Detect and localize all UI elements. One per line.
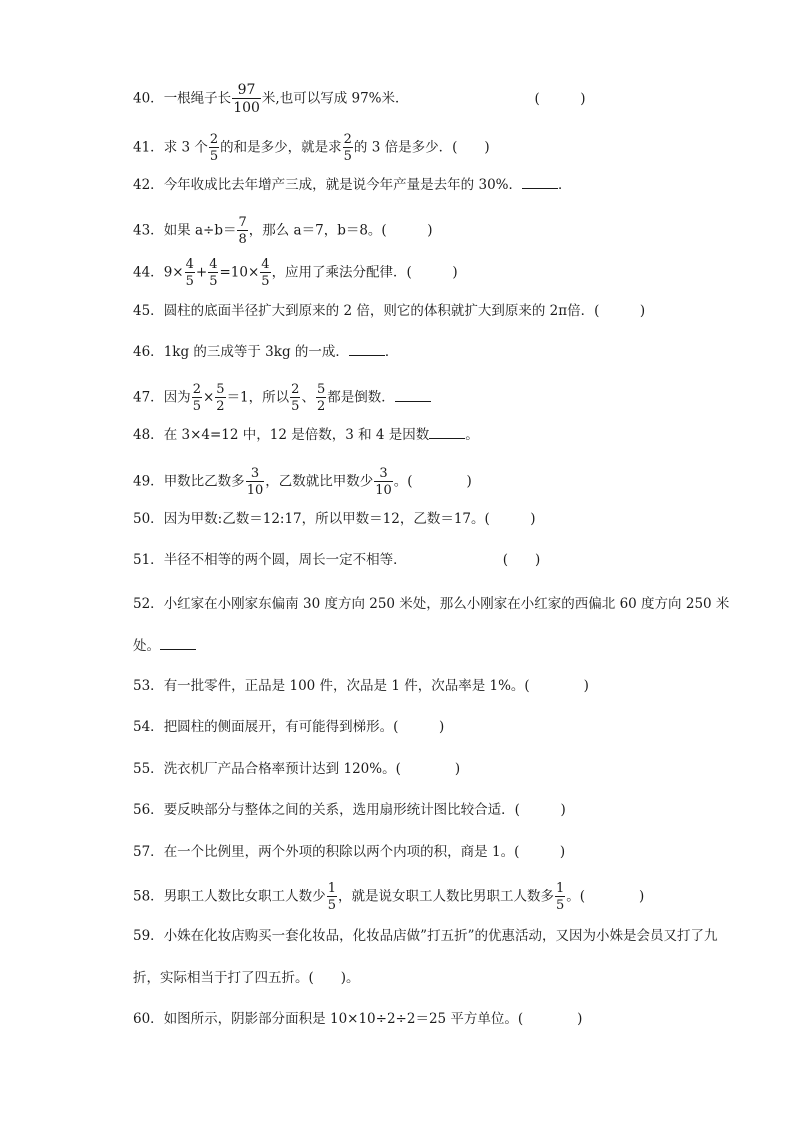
question-text: 半径不相等的两个圆，周长一定不相等． [163,552,407,568]
fraction [555,882,565,912]
fraction-numerator: 2 [291,382,300,397]
question-text: 44． [133,264,164,281]
question-text: 58． [133,888,164,905]
question-text: 小姝在化妆店购买一套化妆品，化妆品店做”打五折”的优惠活动，又因为小姝是会员又打了九折，实际相当于打了四五折。( )。 [133,928,718,986]
question-text: 40． [133,90,164,107]
fraction [185,258,195,288]
question-57 [133,842,734,862]
question-text: 57． [133,844,164,860]
question-text: 米,也可以写成 97%米． [261,90,409,107]
question-46 [133,342,734,362]
fraction-denominator: 5 [327,898,336,913]
question-41 [133,133,734,163]
answer-paren[interactable]: ( ) [534,90,586,107]
question-text: 59． [133,928,164,944]
question-text: 55． [133,761,164,777]
fraction-denominator: 8 [238,232,247,247]
fraction-numerator: 3 [379,466,388,481]
fraction [232,83,261,115]
fraction-denominator: 2 [216,399,225,414]
question-text: 因为 [163,389,191,406]
question-text: 如果 a÷b＝ [163,222,237,239]
question-text: + [195,264,208,281]
question-text: 洗衣机厂产品合格率预计达到 120%。( ) [163,761,461,777]
fraction-numerator: 4 [209,257,218,272]
question-text: 。( ) [393,473,472,490]
fraction-denominator: 10 [246,483,264,498]
question-56 [133,800,734,820]
question-text: 53． [133,678,164,694]
question-text: ． [557,177,572,193]
fraction [290,383,300,413]
answer-blank[interactable] [349,343,385,356]
question-text: 56． [133,802,164,818]
question-text: 圆柱的底面半径扩大到原来的 2 倍，则它的体积就扩大到原来的 2π倍．( ) [163,303,646,319]
question-45 [133,301,734,321]
question-text: 50． [133,511,164,527]
question-49 [133,467,734,497]
fraction-numerator: 7 [238,215,247,230]
question-text: 45． [133,303,164,319]
question-text: 51． [133,552,164,568]
fraction [237,216,247,246]
fraction-numerator: 5 [216,382,225,397]
question-text: 46． [133,344,164,360]
fraction [374,467,393,497]
fraction-numerator: 4 [185,257,194,272]
question-text: 52． [133,596,164,612]
fraction [215,383,225,413]
question-text: 54． [133,719,164,735]
question-51 [133,550,734,570]
question-text: ，乙数就比甲数少 [265,473,374,490]
fraction-denominator: 5 [555,898,565,913]
fraction-denominator: 5 [192,399,201,414]
fraction-denominator: 5 [291,399,300,414]
fraction-numerator: 1 [327,881,336,896]
fraction-denominator: 5 [261,274,270,289]
question-text: 、 [301,389,315,406]
fraction [260,258,270,288]
question-text: 在一个比例里，两个外项的积除以两个内项的积，商是 1。( ) [163,844,566,860]
fraction-numerator: 1 [555,881,565,896]
fraction-numerator: 2 [192,382,201,397]
fraction [208,258,218,288]
question-text: 41． [133,139,164,156]
fraction-numerator: 2 [209,132,219,147]
fraction [327,882,337,912]
question-text: 。( ) [566,888,645,905]
question-text: 男职工人数比女职工人数少 [163,888,326,905]
fraction-denominator: 5 [209,149,219,164]
fraction [343,133,353,163]
fraction-numerator: 4 [261,257,270,272]
question-55 [133,759,734,779]
question-text: 小红家在小刚家东偏南 30 度方向 250 米处，那么小刚家在小红家的西偏北 60 度方向 250 米处。 [133,596,730,654]
question-48 [133,425,734,445]
question-52 [133,583,734,667]
question-text: 求 3 个 [163,139,208,156]
fraction [246,467,265,497]
question-53 [133,676,734,696]
question-text: 都是倒数． [327,389,395,406]
question-50 [133,509,734,529]
question-text: 有一批零件，正品是 100 件，次品是 1 件，次品率是 1%。( ) [163,678,589,694]
question-text: ，就是说女职工人数比男职工人数多 [337,888,554,905]
answer-blank[interactable] [522,176,558,189]
question-42 [133,175,734,195]
question-text: 把圆柱的侧面展开，有可能得到梯形。( ) [163,719,445,735]
fraction [316,383,326,413]
fraction-numerator: 2 [343,132,352,147]
question-text: 43． [133,222,164,239]
question-text: 1kg 的三成等于 3kg 的一成． [163,344,349,360]
question-text: 48． [133,427,164,443]
question-text: ，那么 a＝7，b＝8。( ) [248,222,433,239]
question-60 [133,1009,734,1029]
question-text: 42． [133,177,164,193]
question-text: =10× [219,264,260,281]
question-text: 47． [133,389,164,406]
question-text: 在 3×4=12 中，12 是倍数，3 和 4 是因数 [163,427,430,443]
question-text: ，应用了乘法分配律．( ) [271,264,458,281]
fraction-denominator: 2 [316,399,326,414]
question-text: 甲数比乙数多 [163,473,245,490]
question-text: ＝1，所以 [226,389,290,406]
question-43 [133,216,734,246]
question-44 [133,258,734,288]
question-text: 的和是多少，就是求 [220,139,342,156]
question-text: 49． [133,473,164,490]
fraction-denominator: 5 [209,274,218,289]
question-text: 今年收成比去年增产三成，就是说今年产量是去年的 30%． [163,177,522,193]
fraction-denominator: 5 [343,149,352,164]
answer-blank[interactable] [429,426,465,439]
answer-blank[interactable] [395,389,431,402]
question-text: 9× [163,264,184,281]
question-text: × [202,389,215,406]
question-text: ． [384,344,399,360]
answer-paren[interactable]: ( ) [502,552,541,568]
answer-blank[interactable] [160,637,196,650]
question-text: 因为甲数:乙数＝12:17，所以甲数＝12，乙数＝17。( ) [163,511,536,527]
question-text: 的 3 倍是多少．( ) [353,139,490,156]
question-text: 如图所示，阴影部分面积是 10×10÷2÷2＝25 平方单位。( ) [163,1011,583,1027]
fraction [192,383,202,413]
question-text: 一根绳子长 [163,90,232,107]
fraction-numerator: 5 [316,382,326,397]
fraction-denominator: 10 [375,483,392,498]
fraction-numerator: 3 [250,466,260,481]
question-text: 要反映部分与整体之间的关系，选用扇形统计图比较合适．( ) [163,802,566,818]
question-47 [133,383,734,413]
fraction [209,133,219,163]
fraction-numerator: 97 [237,82,256,98]
question-40 [133,83,734,115]
question-58 [133,882,734,912]
fraction-denominator: 5 [185,274,194,289]
question-54 [133,717,734,737]
fraction-denominator: 100 [233,100,260,116]
question-59 [133,915,734,999]
question-text: 。 [465,427,479,443]
question-text: 60． [133,1011,164,1027]
